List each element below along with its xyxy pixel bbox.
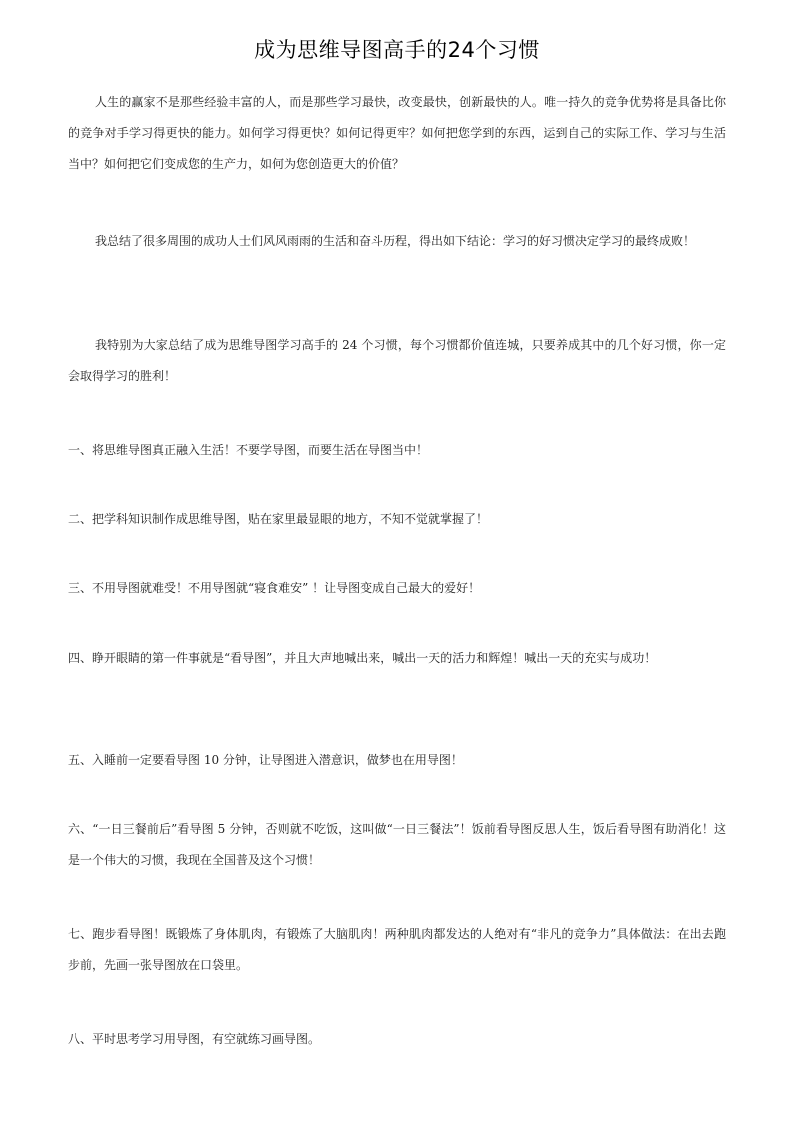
habit-item: 三、不用导图就难受！不用导图就“寝食难安” ！让导图变成自己最大的爱好！ [68,581,481,595]
intro-paragraph: 人生的赢家不是那些经验丰富的人，而是那些学习最快，改变最快，创新最快的人。唯一持久的竞争优势将是具备比你的竞争对手学习得更快的能力。如何学习得更快？如何记得更牢？如何把您学到的东西，运到自己的实际工作、学习与生活当中？如何把它们变成您的生产力，如何为您创造更大的价值？ [68,95,726,171]
habit-item: 二、把学科知识制作成思维导图，贴在家里最显眼的地方，不知不觉就掌握了！ [68,512,489,526]
habit-item: 五、入睡前一定要看导图 10 分钟，让导图进入潜意识，做梦也在用导图！ [68,753,463,767]
document-title: 成为思维导图高手的24个习惯 [254,38,540,62]
habit-item: 四、睁开眼睛的第一件事就是“看导图”，并且大声地喊出来，喊出一天的活力和辉煌！喊出一天的充实与成功！ [68,651,657,665]
intro-paragraph: 我特别为大家总结了成为思维导图学习高手的 24 个习惯，每个习惯都价值连城，只要养成其中的几个好习惯，你一定会取得学习的胜利！ [68,338,726,383]
habit-item: 六、“一日三餐前后”看导图 5 分钟，否则就不吃饭，这叫做“一日三餐法”！饭前看导图反思人生，饭后看导图有助消化！这是一个伟大的习惯，我现在全国普及这个习惯！ [68,822,726,867]
habit-item: 一、将思维导图真正融入生活！不要学导图，而要生活在导图当中！ [68,443,429,457]
intro-paragraph: 我总结了很多周围的成功人士们风风雨雨的生活和奋斗历程，得出如下结论：学习的好习惯决定学习的最终成败！ [95,234,696,248]
habit-item: 七、跑步看导图！既锻炼了身体肌肉，有锻炼了大脑肌肉！两种肌肉都发达的人绝对有“非凡的竞争力”具体做法：在出去跑步前，先画一张导图放在口袋里。 [68,927,726,972]
habit-item: 八、平时思考学习用导图，有空就练习画导图。 [68,1032,321,1046]
